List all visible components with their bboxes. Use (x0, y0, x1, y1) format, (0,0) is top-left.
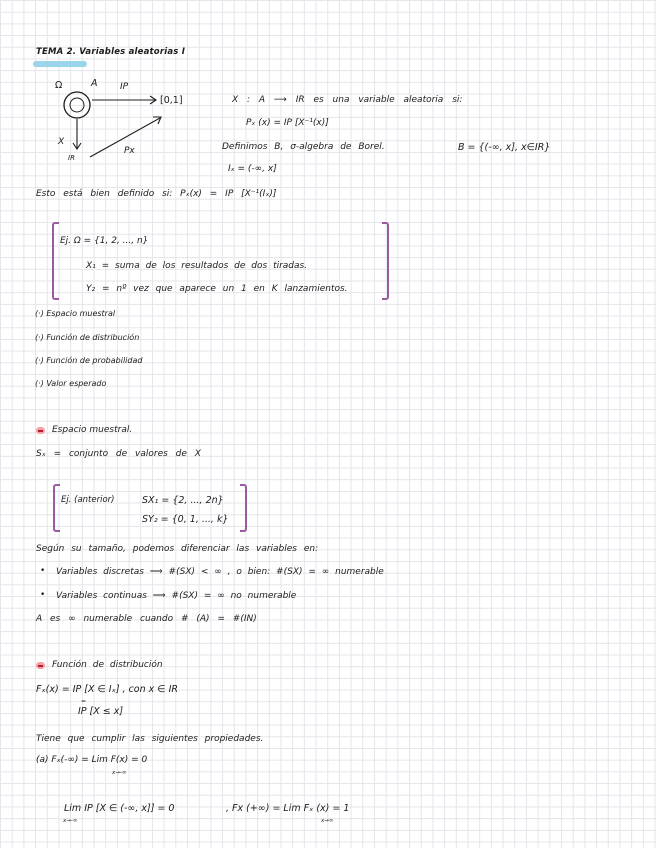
section-heading: Espacio muestral. (52, 425, 133, 435)
section-heading: Función de distribución (52, 660, 163, 670)
section-bullet-icon (36, 662, 45, 669)
dot-icon: • (40, 566, 46, 576)
r-label: IR (68, 154, 75, 162)
x-label: X (58, 137, 65, 147)
cdf-equivalent: IP [X ≤ x] (78, 706, 124, 717)
example2-bracket-left (53, 484, 60, 532)
property-a: (a) Fₓ(-∞) = Lim F(x) = 0 (36, 755, 148, 765)
cdf-equals: = (81, 698, 87, 705)
example-line-2: X₁ = suma de los resultados de dos tiradas. (86, 261, 308, 271)
example2-sy2: SY₂ = {0, 1, ..., k} (142, 514, 229, 525)
def-line-3: Definimos B, σ-algebra de Borel. (222, 142, 385, 152)
inner-circle (70, 98, 84, 112)
def-line-1: X : A ⟶ IR es una variable aleatoria si: (232, 95, 463, 105)
properties-intro: Tiene que cumplir las siguientes propiedades. (36, 734, 264, 744)
def-line-2: Pₓ (x) = IP [X⁻¹(x)] (246, 118, 329, 128)
property-a-sub: x→-∞ (112, 770, 127, 776)
toc-item: (·) Espacio muestral (35, 309, 116, 318)
size-sentence: Según su tamaño, podemos diferenciar las variables en: (36, 544, 319, 554)
numerable-def: A es ∞ numerable cuando # (A) = #(IN) (36, 614, 257, 624)
example2-sx1: SX₁ = {2, ..., 2n} (142, 495, 224, 506)
a-label: A (91, 78, 98, 89)
example-bracket-left (52, 222, 59, 300)
interval-label: [0,1] (160, 95, 183, 106)
continuous-vars: Variables continuas ⟹ #(SX) = ∞ no numerable (56, 591, 297, 601)
toc-item: (·) Función de probabilidad (35, 356, 143, 365)
px-label: Px (124, 146, 135, 156)
example2-label: Ej. (anterior) (61, 495, 115, 505)
page-title: TEMA 2. Variables aleatorias I (36, 47, 186, 57)
omega-label: Ω (55, 80, 63, 91)
limit-2: , Fx (+∞) = Lim Fₓ (x) = 1 (226, 803, 350, 814)
example-bracket-right (382, 222, 389, 300)
sample-space-def: Sₓ = conjunto de valores de X (36, 449, 201, 459)
limit-1: Lim IP [X ∈ (-∞, x]] = 0 (64, 803, 175, 814)
borel-set: B = {(-∞, x], x∈IR} (458, 142, 551, 153)
example-line-1: Ej. Ω = {1, 2, ..., n} (60, 236, 149, 246)
limit-2-sub: x→∞ (321, 818, 334, 824)
example-line-3: Y₂ = nº vez que aparece un 1 en K lanzamientos. (86, 284, 348, 294)
cdf-def: Fₓ(x) = IP [X ∈ Iₓ] , con x ∈ IR (36, 684, 178, 695)
well-defined: Esto está bien definido si: Pₓ(x) = IP [X⁻¹(Iₓ)] (36, 189, 277, 199)
toc-item: (·) Función de distribución (35, 333, 140, 342)
sample-space-circle (64, 92, 90, 118)
def-line-4: Iₓ = (-∞, x] (228, 164, 277, 174)
section-bullet-icon (36, 427, 45, 434)
toc-item: (·) Valor esperado (35, 379, 107, 388)
dot-icon: • (40, 590, 46, 600)
limit-1-sub: x→-∞ (63, 818, 78, 824)
discrete-vars: Variables discretas ⟹ #(SX) < ∞ , o bien: #(SX) = ∞ numerable (56, 567, 384, 577)
example2-bracket-right (240, 484, 247, 532)
px-arrow (90, 118, 160, 157)
p-label: IP (120, 82, 129, 92)
